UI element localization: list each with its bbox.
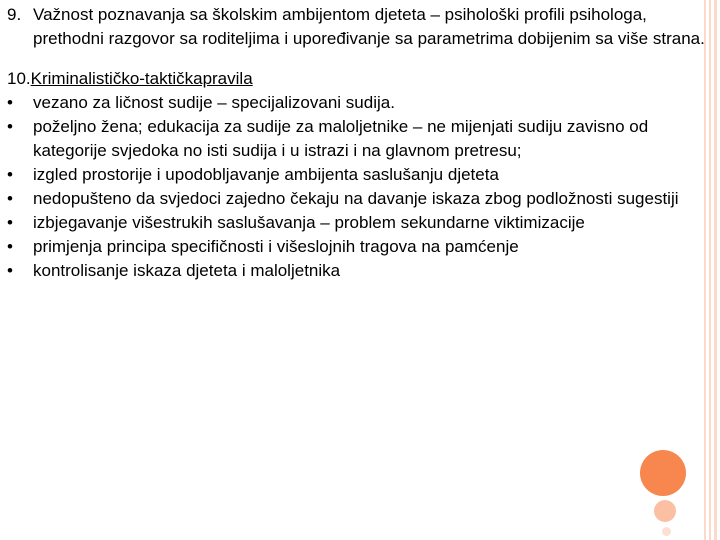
list-item [5, 211, 705, 235]
list-item-text: nedopušteno da svjedoci zajedno čekaju na davanje iskaza zbog podložnosti sugestiji [33, 189, 679, 208]
list-item [5, 235, 705, 259]
list-item [5, 259, 705, 283]
item-number: 9. [7, 5, 22, 24]
bullet-icon: • [7, 237, 13, 256]
list-item-text: primjenja principa specifičnosti i višeslojnih tragova na pamćenje [33, 237, 519, 256]
section-number: 10. [7, 69, 31, 88]
bullet-list [5, 91, 705, 283]
section-10-heading [7, 67, 705, 91]
list-item-text: izbjegavanje višestrukih saslušavanja – problem sekundarne viktimizacije [33, 213, 585, 232]
bullet-icon: • [7, 93, 13, 112]
bullet-icon: • [7, 117, 13, 136]
list-item [5, 187, 705, 211]
section-title: Kriminalističko-taktičkapravila [30, 69, 253, 88]
list-item-text: kontrolisanje iskaza djeteta i maloljetnika [33, 261, 341, 280]
list-item-text: vezano za ličnost sudije – specijalizovani sudija. [33, 93, 395, 112]
list-item-text: poželjno žena; edukacija za sudije za maloljetnike – ne mijenjati sudiju zavisno od kategorije svjedoka no isti sudija i u istrazi i na glavnom pretresu; [33, 117, 649, 160]
list-item [5, 115, 705, 163]
decorative-circle-large [640, 450, 686, 496]
list-item [5, 91, 705, 115]
bullet-icon: • [7, 189, 13, 208]
slide-content [5, 3, 705, 283]
list-item-text: izgled prostorije i upodobljavanje ambijenta saslušanju djeteta [33, 165, 499, 184]
item-text: Važnost poznavanja sa školskim ambijentom djeteta – psihološki profili psihologa, prethodni razgovor sa roditeljima i upoređivanje sa parametrima dobijenim sa više strana. [33, 5, 705, 48]
bullet-icon: • [7, 261, 13, 280]
decorative-circle-medium [654, 500, 676, 522]
decorative-stripe [709, 0, 711, 540]
decorative-circle-small [662, 527, 671, 536]
numbered-item-9 [5, 3, 705, 51]
bullet-icon: • [7, 213, 13, 232]
decorative-stripe [714, 0, 717, 540]
bullet-icon: • [7, 165, 13, 184]
list-item [5, 163, 705, 187]
